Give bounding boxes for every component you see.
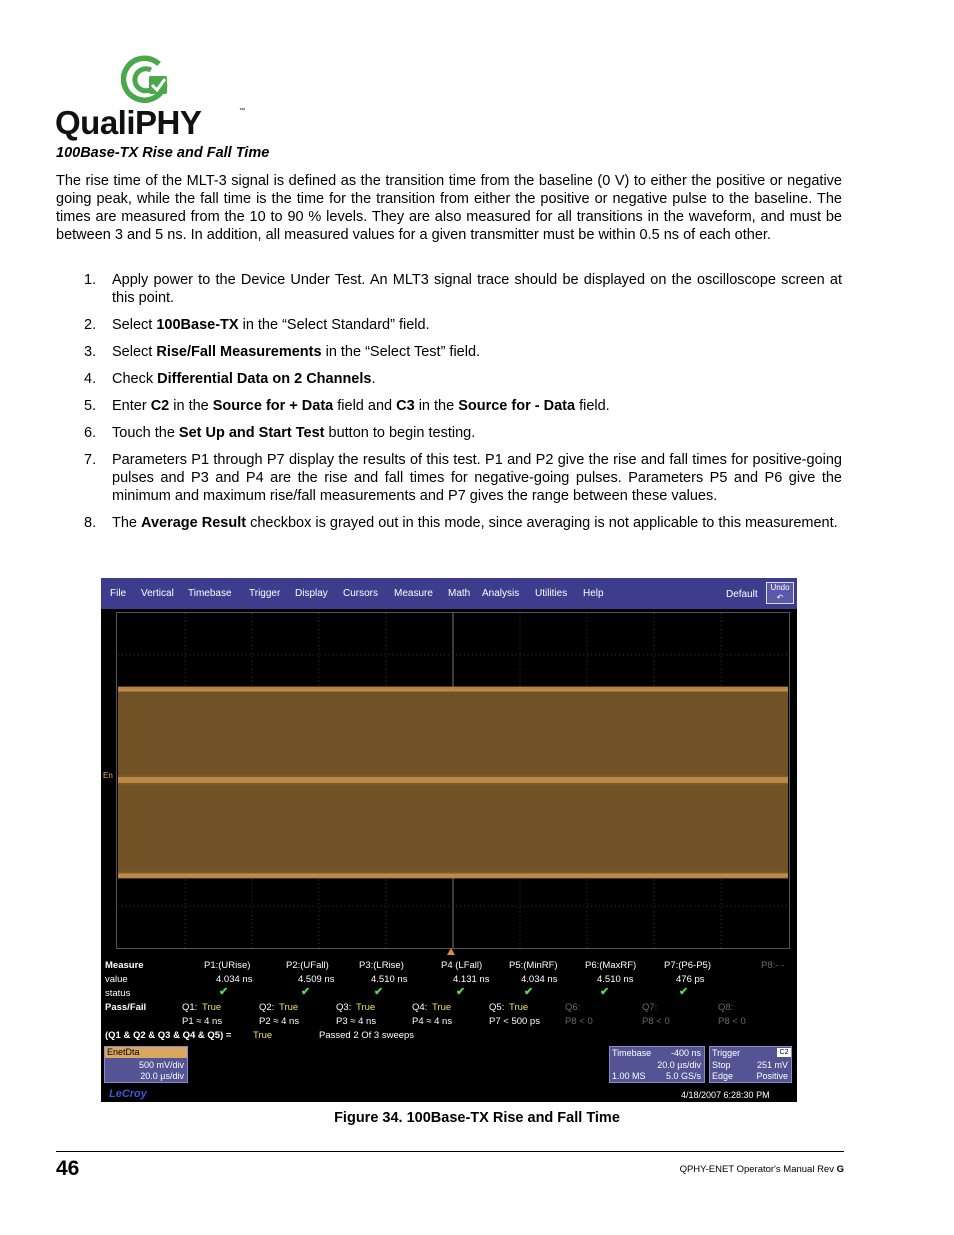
waveform-trace-baseline (118, 777, 788, 783)
waveform-trace-bottom-edge (118, 873, 788, 878)
trigger-type: Edge (712, 1071, 734, 1081)
undo-button[interactable] (766, 582, 794, 604)
undo-icon: ↶ (776, 593, 784, 602)
param-name[interactable]: P1:(URise) (204, 960, 251, 971)
trace-label: En (103, 771, 113, 780)
step-text: . (371, 371, 376, 387)
param-name[interactable]: P7:(P6-P5) (664, 960, 711, 971)
qualifier-state: True (202, 1002, 222, 1013)
status-check-icon: ✔ (301, 986, 311, 998)
step-item (56, 424, 842, 442)
status-check-icon: ✔ (374, 986, 384, 998)
summary-expression: (Q1 & Q2 & Q3 & Q4 & Q5) = (105, 1030, 232, 1041)
qualifier-state: True (432, 1002, 452, 1013)
sweeps-count: Passed 2 Of 3 sweeps (319, 1030, 415, 1041)
step-text: checkbox is grayed out in this mode, since averaging is not applicable to this measurement. (246, 515, 838, 531)
undo-label: Undo (770, 583, 790, 592)
trigger-position-marker (447, 948, 455, 955)
timebase-descriptor[interactable] (609, 1046, 705, 1083)
menu-cursors[interactable]: Cursors (343, 588, 379, 599)
step-text: in the (169, 398, 213, 414)
procedure-steps (56, 271, 842, 532)
qualifier-state: True (356, 1002, 376, 1013)
menu-file[interactable]: File (110, 588, 127, 599)
step-bold-text: Differential Data on 2 Channels (157, 371, 372, 387)
menu-vertical[interactable]: Vertical (141, 588, 174, 599)
status-check-icon: ✔ (600, 986, 610, 998)
step-text: Touch the (112, 425, 179, 441)
step-text: field. (575, 398, 610, 414)
step-text: in the “Select Test” field. (321, 344, 481, 360)
trigger-mode: Stop (712, 1060, 731, 1070)
qualifier-condition: P2 ≈ 4 ns (259, 1016, 300, 1027)
intro-paragraph: The rise time of the MLT-3 signal is defined as the transition time from the baseline (0 V) to either the positive or negative going peak, while the fall time is the time for the transition from either the positive or negative pulse to the baseline. The times are measured from the 10 to 90 % levels. They are also measured for all transitions in the waveform, and must be between 3 and 5 ns. In addition, all measured values for a given transmitter must be within 0.5 ns of each other. (56, 173, 842, 243)
menu-measure[interactable]: Measure (394, 588, 433, 599)
status-check-icon: ✔ (679, 986, 689, 998)
menu-utilities[interactable]: Utilities (535, 588, 568, 599)
manual-title (680, 1164, 844, 1175)
default-button[interactable]: Default (726, 589, 758, 600)
step-bold-text: Source for + Data (212, 398, 334, 414)
status-check-icon: ✔ (456, 986, 466, 998)
summary-state: True (253, 1030, 273, 1041)
measure-row-label: Measure (105, 960, 144, 971)
step-item (56, 343, 842, 361)
param-value: 4.510 ns (371, 974, 408, 985)
param-value: 4.034 ns (521, 974, 558, 985)
step-bold-text: C3 (396, 398, 415, 414)
trigger-label: Trigger (712, 1048, 741, 1058)
qualifier-condition: P7 < 500 ps (489, 1016, 540, 1027)
qualifier-condition: P3 ≈ 4 ns (336, 1016, 377, 1027)
step-number: 5. (84, 398, 97, 414)
qualifier-name[interactable]: Q6: (565, 1002, 581, 1013)
waveform-trace-lower-band (118, 785, 788, 871)
step-bold-text: 100Base-TX (156, 317, 239, 333)
lecroy-logo: LeCroy (109, 1088, 147, 1100)
param-name[interactable]: P2:(UFall) (286, 960, 329, 971)
timebase-samples: 1.00 MS (612, 1071, 646, 1081)
waveform-grid (116, 612, 790, 949)
step-bold-text: C2 (150, 398, 170, 414)
step-text: in the “Select Standard” field. (238, 317, 430, 333)
menu-math[interactable]: Math (448, 588, 471, 599)
step-text: field and (333, 398, 397, 414)
step-text: Select (112, 317, 157, 333)
step-item (56, 451, 842, 505)
qualifier-name[interactable]: Q5: (489, 1002, 505, 1013)
qualifier-condition: P8 < 0 (642, 1016, 670, 1027)
step-number: 1. (84, 272, 97, 288)
qualifier-name[interactable]: Q8: (718, 1002, 734, 1013)
menu-timebase[interactable]: Timebase (188, 588, 232, 599)
oscilloscope-screenshot (101, 578, 797, 1102)
menu-trigger[interactable]: Trigger (249, 588, 281, 599)
step-text: Enter (112, 398, 151, 414)
qualifier-state: True (279, 1002, 299, 1013)
step-item (56, 370, 842, 388)
qualiphy-logo-mark (121, 54, 177, 106)
step-text: Parameters P1 through P7 display the results of this test. P1 and P2 give the rise and fall times for positive-going pulses and P3 and P4 are the rise and fall times for negative-going pulses. Parameters P5 and P6 give the minimum and maximum rise/fall measurements and P7 gives the range between these values. (112, 452, 842, 504)
qualifier-condition: P1 ≈ 4 ns (182, 1016, 223, 1027)
status-check-icon: ✔ (219, 986, 229, 998)
param-name[interactable]: P4 (LFall) (441, 960, 483, 971)
channel-name: EnetDta (105, 1047, 187, 1058)
qualifier-condition: P8 < 0 (718, 1016, 746, 1027)
step-text: in the (414, 398, 459, 414)
qualifier-name[interactable]: Q2: (259, 1002, 275, 1013)
step-text: Check (112, 371, 158, 387)
figure-caption: Figure 34. 100Base-TX Rise and Fall Time (334, 1110, 620, 1126)
passfail-row-label: Pass/Fail (105, 1002, 147, 1013)
page-number: 46 (56, 1157, 80, 1180)
trigger-slope: Positive (756, 1071, 788, 1081)
step-number: 4. (84, 371, 97, 387)
param-name[interactable]: P8:- - (761, 960, 785, 971)
qualifier-state: True (509, 1002, 529, 1013)
section-title: 100Base-TX Rise and Fall Time (56, 145, 270, 161)
qualifier-name[interactable]: Q7: (642, 1002, 658, 1013)
qualiphy-logo (55, 52, 255, 142)
step-item (56, 271, 842, 307)
waveform-trace-upper-band (118, 692, 788, 776)
menu-analysis[interactable]: Analysis (482, 588, 520, 599)
qualifier-name[interactable]: Q3: (336, 1002, 352, 1013)
step-number: 8. (84, 515, 97, 531)
param-name[interactable]: P3:(LRise) (359, 960, 404, 971)
menu-help[interactable]: Help (583, 588, 604, 599)
step-text: button to begin testing. (324, 425, 476, 441)
timebase-label: Timebase (612, 1048, 652, 1058)
step-number: 7. (84, 452, 97, 468)
param-value: 4.131 ns (453, 974, 490, 985)
param-name[interactable]: P5:(MinRF) (509, 960, 558, 971)
scope-datetime: 4/18/2007 6:28:30 PM (681, 1090, 770, 1100)
step-number: 2. (84, 317, 97, 333)
step-item (56, 316, 842, 334)
step-bold-text: Source for - Data (458, 398, 576, 414)
channel-vdiv: 500 mV/div (138, 1060, 184, 1070)
channel-descriptor[interactable] (104, 1046, 188, 1083)
channel-tdiv: 20.0 µs/div (140, 1071, 184, 1081)
param-value: 476 ps (676, 974, 705, 985)
qualifier-name[interactable]: Q1: (182, 1002, 198, 1013)
step-text: Apply power to the Device Under Test. An MLT3 signal trace should be displayed on the oscilloscope screen at this point. (112, 272, 842, 306)
step-number: 6. (84, 425, 97, 441)
trigger-source: C2 (777, 1048, 791, 1057)
scope-menubar (101, 578, 797, 609)
step-text: Select (112, 344, 157, 360)
param-value: 4.034 ns (216, 974, 253, 985)
value-row-label: value (105, 974, 128, 985)
trigger-descriptor[interactable] (709, 1046, 792, 1083)
step-bold-text: Average Result (141, 515, 247, 531)
logo-wordmark: QualiPHY (55, 104, 202, 141)
qualifier-condition: P4 ≈ 4 ns (412, 1016, 453, 1027)
param-value: 4.509 ns (298, 974, 335, 985)
status-row-label: status (105, 988, 131, 999)
timebase-rate: 5.0 GS/s (665, 1071, 701, 1081)
manual-revision: G (836, 1164, 844, 1175)
qualifier-condition: P8 < 0 (565, 1016, 593, 1027)
timebase-delay: -400 ns (670, 1048, 701, 1058)
footer-divider (56, 1151, 844, 1152)
step-text: The (112, 515, 142, 531)
param-name[interactable]: P6:(MaxRF) (585, 960, 637, 971)
waveform-trace-top-edge (118, 687, 788, 692)
qualifier-name[interactable]: Q4: (412, 1002, 428, 1013)
manual-name: QPHY-ENET Operator's Manual Rev (679, 1164, 837, 1175)
step-item (56, 514, 842, 532)
step-bold-text: Set Up and Start Test (178, 425, 325, 441)
step-item (56, 397, 842, 415)
status-check-icon: ✔ (524, 986, 534, 998)
step-bold-text: Rise/Fall Measurements (156, 344, 322, 360)
timebase-tdiv: 20.0 µs/div (657, 1060, 701, 1070)
menu-display[interactable]: Display (295, 588, 328, 599)
trigger-level: 251 mV (756, 1060, 788, 1070)
logo-trademark: ™ (239, 108, 245, 114)
step-number: 3. (84, 344, 97, 360)
param-value: 4.510 ns (597, 974, 634, 985)
